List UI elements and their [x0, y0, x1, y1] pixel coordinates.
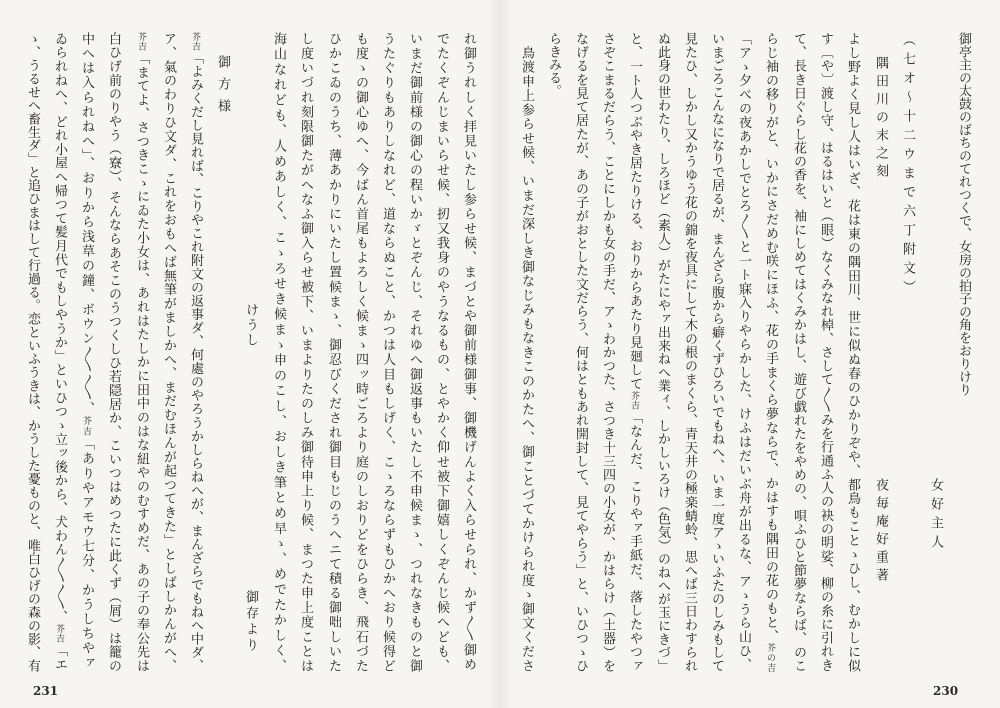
speaker-label: 芥吉 — [136, 32, 146, 52]
letter-line: し度いづれ刻限御たがへなふ御入らせ被下、いまよりたのしみ御待申上り候、まつた申上度ことは — [298, 32, 313, 672]
speaker-label: 芥吉 — [190, 32, 200, 52]
text-column: らきみる。 — [546, 32, 561, 97]
text-column: よし野よく見し人はいざ、花は東の隅田川、世に似ぬ春のひかりぞや、都鳥もことゝひし、むかしに似 — [845, 32, 860, 672]
text-column: ア、氣のわりひ文ダ、これをおもへば無筆がましかへ、まだむほんが起つてきた」としばしかんがへ、 — [161, 32, 176, 672]
text-column — [621, 32, 647, 672]
letter-line: でたくぞんじまいらせ候、扨又我身のやうなるもの、とやかく仰せ被下御嬉しくぞんじ候へども、 — [434, 32, 449, 672]
text-column — [182, 32, 208, 672]
text-segment: と、一ト人つぶやき居たりける、おりからあたり見廻して — [627, 32, 642, 391]
speaker-label: 芥の吉 — [765, 643, 775, 672]
page-number: 231 — [33, 684, 59, 698]
author-credit: 夜毎庵好重著 — [873, 478, 888, 586]
epigraph-author: 女好主人 — [928, 478, 943, 554]
letter-line: うたぐりもありしなれど、道ならぬこと、かつは人目もしげく、こゝろならずもひかへおり候得ど — [380, 32, 395, 672]
text-column: さぞこまるだらう、ことにしかも女の手だ、アゝわかつた、さつき十三四の小女が、かはらけ（土器）を — [600, 32, 615, 672]
text-column: 白ひげ前のりやう（寮）、そんならあそこのうつくしひ若隠居か、こいつはめつたに此くず（屑）は籠の — [106, 32, 121, 672]
text-segment: 「ありやアモウ七分、かうしちやァ — [79, 437, 94, 671]
letter-line: ひかこゐのうち、薄あかりにいたし置候まゝ、御忍びくだされ御目もじのうへニて積る御咄しいた — [326, 32, 341, 672]
letter-addressee: 御方様 — [215, 55, 230, 121]
letter-line: も度ゝの御心ゆへ、今ばん首尾もよろしく候まゝ四ッ時ごろより庭のしおりどをひらき、飛石づた — [353, 32, 368, 672]
text-column: なげるを見て居たが、あの子がおとした文だらう、何はともあれ開封して、見てやらう」と、いひつゝひ — [573, 32, 588, 672]
letter-line: れ御うれしく拝見いたし参らせ候、まづとや御前様御事、御機げんよく入らせられ、かず〳〵御め — [461, 32, 476, 672]
text-column — [73, 32, 99, 672]
speaker-label: 芥吉 — [81, 416, 91, 438]
section-note: （七オ〜十二ウまで六丁附文） — [900, 33, 915, 299]
book-gutter — [488, 0, 512, 708]
text-segment: らじ袖の移りがと、いかにさだめむ咲にほふ、花の手まくら夢ならで、かはすも隅田の花のもと、 — [763, 32, 778, 644]
letter-opening: 鳥渡申上参らせ候、いまだ深しき御なじみもなきこのかたへ、御ことづてかけられ度ゝ御文くださ — [519, 46, 534, 672]
text-column: 見たひ、しかし又かうゆう花の錦を夜具にして木の根のまくら、青天井の極楽蜻蛉、思へば三日わすられ — [682, 32, 697, 672]
letter-closing: けうし — [243, 303, 258, 348]
text-column: て、長き日ぐらし花の香を、袖にしめてはくみかはし、遊び戯れたをやめの、唄ふひと節夢ならば、のこ — [791, 32, 806, 672]
text-segment: 「まてよ、さつきこゝにゐた小女は、あれはたしかに田中のはな紐やのむすめだ、あの子の奉公先は — [134, 51, 149, 672]
text-column: ぬ此身の世わたり、しろほど（素人）がたにやァ出来ねへ業ィ、しかしいろけ（色気）のねへが玉にきづ」 — [655, 32, 670, 672]
chapter-title: 隅田川の末之刻 — [873, 56, 888, 182]
speaker-label: 芥吉 — [629, 390, 639, 411]
letter-line: 海山なれども、人めあしく、こゝろせき候まゝ申のこし、おしき筆とめ早ゝ、めでたかしく、 — [271, 32, 286, 672]
text-column: 「アゝ夕べの夜あかしでとろ〳〵と一ト寐入りやらかした、けふはだいぶ舟が出るな、アゝうら山ひ、 — [736, 32, 751, 672]
text-segment: 「エ — [52, 643, 67, 672]
speaker-label: 芥吉 — [54, 623, 64, 644]
text-segment: ゐられねへ、どれ小屋へ帰つて髪月代でもしやうか」といひつゝ立ッ後から、犬わん〳〵〳〵、 — [52, 32, 67, 624]
letter-signature: 御存より — [243, 590, 258, 654]
text-column — [757, 32, 783, 672]
text-column: ゝ、うるせへ畜生ダ」と追ひまはして行過る。恋といふうきは、かうした憂ものと、唯白ひげの森の影、有 — [25, 32, 40, 672]
text-column: いまごろこんなになりで居るが、まんざら腹から癖くずひろいでもねへ、いま一度アゝいふたのしみもして — [709, 32, 724, 672]
text-column: す〔や〕渡し守、はるはいと（眼）なくみなれ棹、さして〳〵みを行通ふ人の袂の明娑、柳の糸に引れき — [818, 32, 833, 672]
epigraph: 御亭主の太鼓のばちのてれつくで、女房の拍子の角をおりけり — [956, 32, 971, 396]
letter-line: いまだ御前様の御心の程いかゞとぞんじ、それゆへ御返事もいたし不申候まゝ、つれなきものと御 — [407, 32, 422, 672]
text-segment: 中へは入られねへ」、おりから浅草の鐘、ボウン〳〵〳〵、 — [79, 32, 94, 416]
text-column — [46, 32, 72, 672]
text-segment: 「なんだ、こりやァ手紙だ、落したやつァ — [627, 410, 642, 672]
text-column — [128, 32, 154, 672]
page-number: 230 — [933, 684, 959, 698]
text-segment: 「よみくだし見れば、こりやこれ附文の返事ダ、何處のやろうかしらねへが、まんざらでもねへ中ダ、 — [188, 51, 203, 672]
